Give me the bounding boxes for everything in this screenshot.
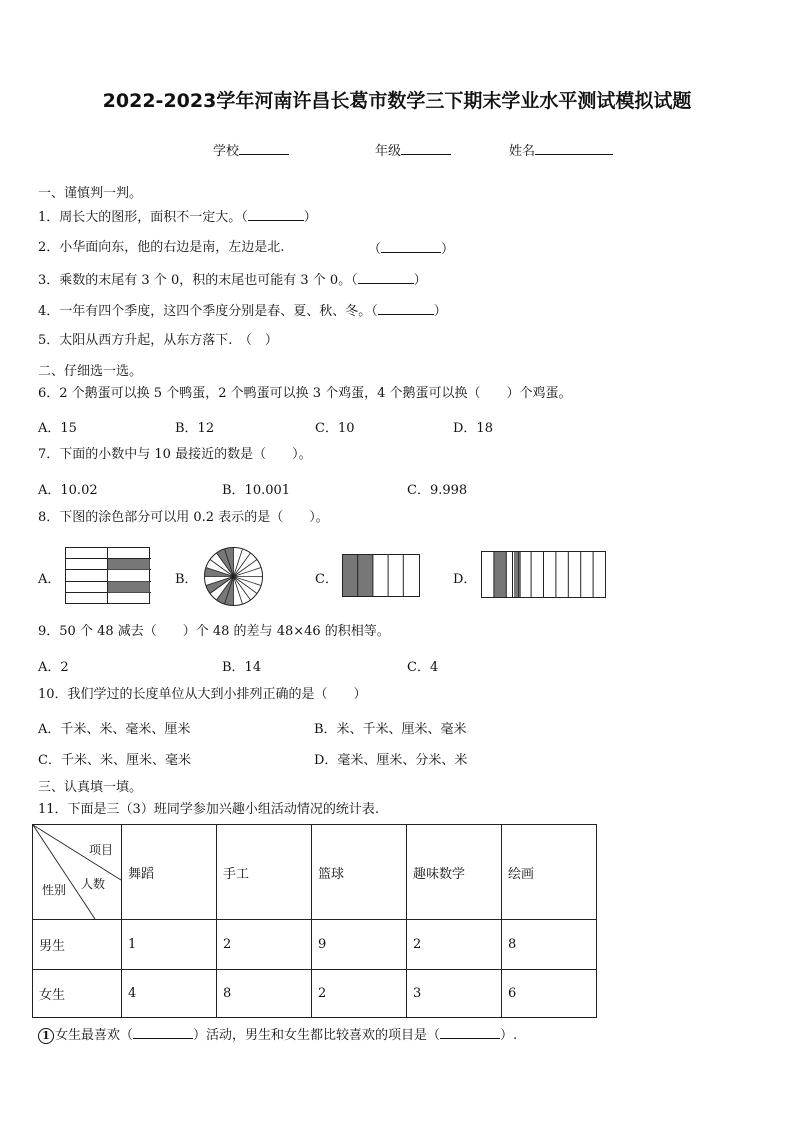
q8-figure-c	[342, 554, 421, 597]
answer-blank-4[interactable]	[378, 302, 434, 315]
table-cell: 1	[122, 920, 217, 970]
q6-option-a[interactable]: A．15	[38, 421, 77, 436]
school-field[interactable]	[213, 140, 289, 159]
school-blank[interactable]	[239, 142, 289, 155]
q6-option-b[interactable]: B．12	[175, 421, 215, 436]
name-blank[interactable]	[535, 142, 613, 155]
grade-blank[interactable]	[401, 142, 451, 155]
q8-option-b[interactable]: B．	[175, 572, 198, 587]
question-1: 1．周长大的图形，面积不一定大。（ ）	[38, 210, 317, 225]
q8-figure-b	[203, 546, 264, 607]
school-label: 学校	[213, 144, 240, 159]
question-9: 9．50 个 48 减去（ ）个 48 的差与 48×46 的积相等。	[38, 624, 390, 639]
question-5: 5．太阳从西方升起，从东方落下. （ ）	[38, 333, 278, 348]
table-row	[33, 970, 597, 1018]
name-label: 姓名	[509, 144, 536, 159]
table-cell: 4	[122, 970, 217, 1018]
question-6: 6．2 个鹅蛋可以换 5 个鸭蛋，2 个鸭蛋可以换 3 个鸡蛋，4 个鹅蛋可以换（ ）个鸡蛋。	[38, 386, 572, 401]
table-header-cell: 篮球	[312, 825, 407, 920]
question-11: 11．下面是三（3）班同学参加兴趣小组活动情况的统计表.	[38, 802, 379, 817]
table-cell: 2	[407, 920, 502, 970]
q10-option-a[interactable]: A．千米、米、毫米、厘米	[38, 722, 191, 737]
table-cell: 6	[502, 970, 597, 1018]
question-2-answer: （ ）	[368, 242, 455, 257]
answer-blank-3[interactable]	[358, 271, 414, 284]
q7-option-c[interactable]: C．9.998	[407, 483, 468, 498]
table-cell: 9	[312, 920, 407, 970]
answer-blank-11a[interactable]	[133, 1026, 193, 1039]
table-row	[33, 920, 597, 970]
q8-option-c[interactable]: C．	[315, 572, 338, 587]
question-4: 4．一年有四个季度，这四个季度分别是春、夏、秋、冬。（ ）	[38, 304, 447, 319]
answer-blank-2[interactable]	[381, 240, 441, 253]
table-header-row	[33, 825, 597, 920]
table-header-cell: 舞蹈	[122, 825, 217, 920]
table-header-cell: 趣味数学	[407, 825, 502, 920]
circled-number: 1	[38, 1028, 54, 1044]
question-3: 3．乘数的末尾有 3 个 0，积的末尾也可能有 3 个 0。（ ）	[38, 273, 427, 288]
corner-label-mid: 人数	[81, 877, 106, 891]
q6-option-c[interactable]: C．10	[315, 421, 355, 436]
q10-option-d[interactable]: D．毫米、厘米、分米、米	[314, 753, 468, 768]
section-heading-3: 三、认真填一填。	[38, 780, 143, 795]
section-heading-1: 一、谨慎判一判。	[38, 186, 143, 201]
question-8: 8．下图的涂色部分可以用 0.2 表示的是（ ）。	[38, 510, 329, 525]
table-corner-cell	[33, 825, 122, 920]
grade-label: 年级	[375, 144, 402, 159]
table-cell: 8	[502, 920, 597, 970]
table-cell: 2	[312, 970, 407, 1018]
q9-option-c[interactable]: C．4	[407, 660, 439, 675]
question-11-sub-1: 1 女生最喜欢（ ）活动，男生和女生都比较喜欢的项目是（ ）.	[38, 1026, 517, 1044]
q10-option-c[interactable]: C．千米、米、厘米、毫米	[38, 753, 191, 768]
corner-label-left: 性别	[42, 883, 67, 897]
q9-option-b[interactable]: B．14	[222, 660, 262, 675]
table-cell: 3	[407, 970, 502, 1018]
q8-option-d[interactable]: D．	[453, 572, 477, 587]
corner-label-top: 项目	[89, 843, 114, 857]
q8-figure-a	[65, 547, 151, 604]
question-7: 7．下面的小数中与 10 最接近的数是（ ）。	[38, 447, 312, 462]
question-2: 2．小华面向东，他的右边是南，左边是北.	[38, 240, 285, 255]
table-row-label: 女生	[33, 970, 122, 1018]
q7-option-a[interactable]: A．10.02	[38, 483, 98, 498]
table-header-cell: 手工	[217, 825, 312, 920]
question-10: 10．我们学过的长度单位从大到小排列正确的是（ ）	[38, 687, 367, 702]
table-cell: 8	[217, 970, 312, 1018]
q9-option-a[interactable]: A．2	[38, 660, 69, 675]
q10-option-b[interactable]: B．米、千米、厘米、毫米	[314, 722, 467, 737]
table-cell: 2	[217, 920, 312, 970]
name-field[interactable]	[509, 140, 613, 159]
corner-diagonal-lines	[33, 825, 121, 919]
section-heading-2: 二、仔细选一选。	[38, 364, 143, 379]
table-header-cell: 绘画	[502, 825, 597, 920]
q8-figure-d	[481, 551, 607, 598]
stats-table	[32, 824, 597, 1018]
grade-field[interactable]	[375, 140, 451, 159]
q8-option-a[interactable]: A．	[38, 572, 61, 587]
q6-option-d[interactable]: D．18	[453, 421, 493, 436]
answer-blank-1[interactable]	[248, 208, 304, 221]
table-row-label: 男生	[33, 920, 122, 970]
page-title: 2022-2023学年河南许昌长葛市数学三下期末学业水平测试模拟试题	[102, 90, 692, 112]
q7-option-b[interactable]: B．10.001	[222, 483, 291, 498]
answer-blank-11b[interactable]	[440, 1026, 500, 1039]
